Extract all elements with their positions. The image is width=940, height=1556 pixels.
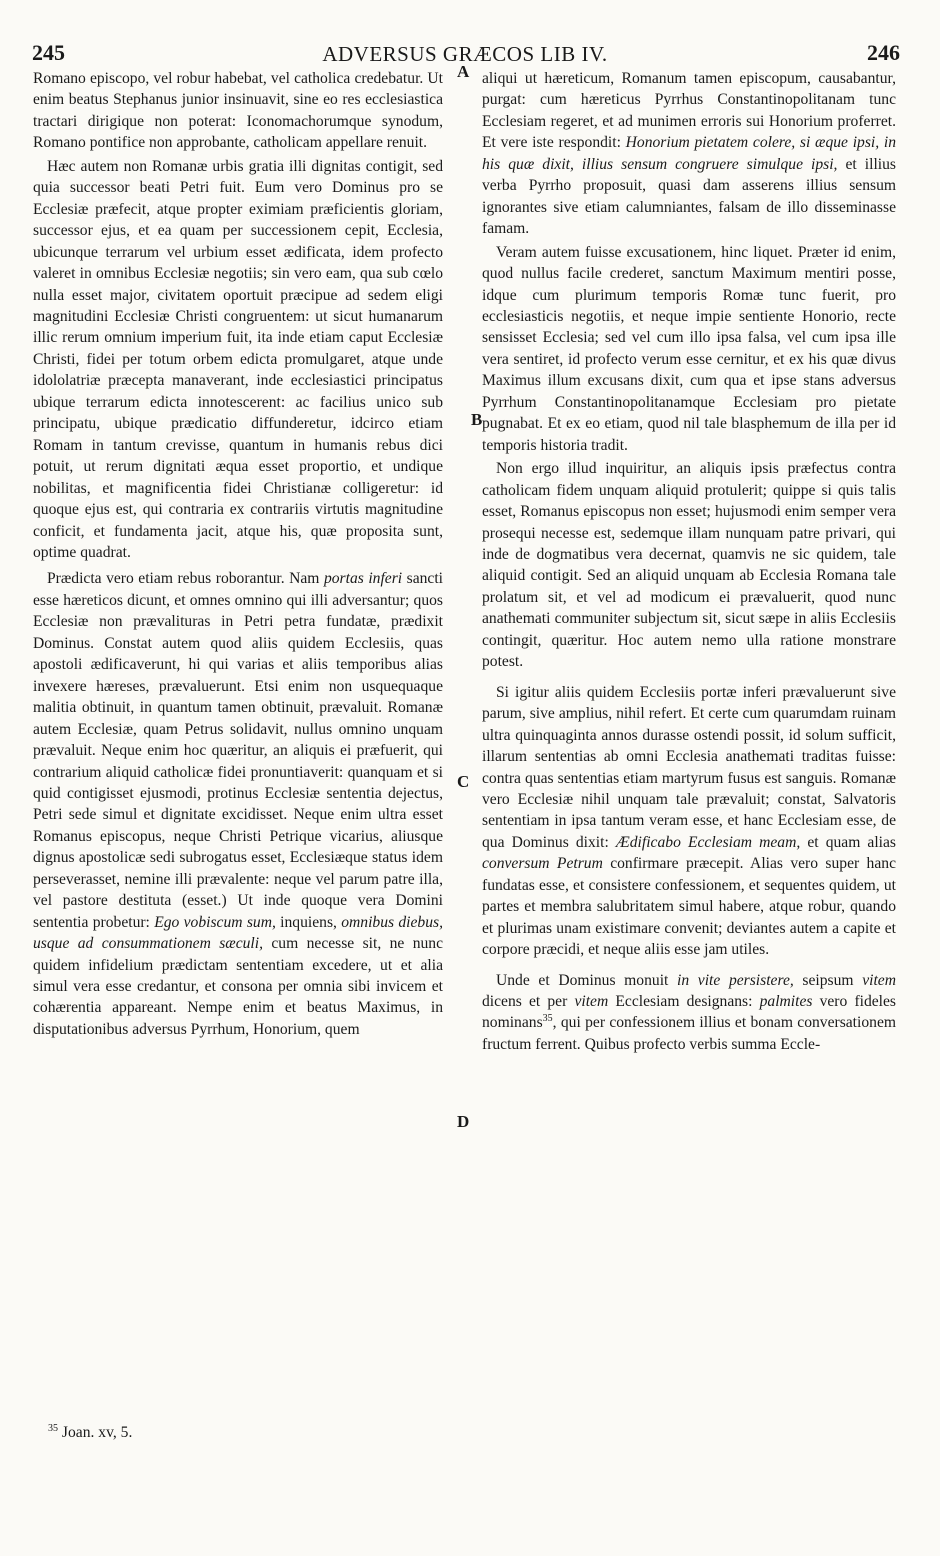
italic-text: Honorium pietatem colere, si æque ipsi, in his quæ dixit, illius sensum congruere simulque ipsi, [482,134,896,173]
italic-text: vitem [862,971,896,989]
text-run: Unde et Dominus monuit [496,971,678,989]
text-run: , qui per confessionem illius et bonam conversationem fructum ferrent. Quibus profecto verbis summa Eccle- [482,1014,896,1053]
footnote-text: Joan. xv, 5. [61,1424,133,1441]
text-run: Romano episcopo, vel robur habebat, vel catholica credebatur. Ut enim beatus Stephanus junior insinuavit, sine eo res ecclesiastica tractari dirigique non poterat: Iconomachorumque synodum, Romano pontifice non approbante, catholicam appellare renuit. [33,70,443,152]
text-run: et quam alias [800,833,896,851]
text-run: seipsum [793,971,863,989]
italic-text: palmites [759,993,813,1011]
text-run: cum necesse sit, ne nunc quidem infidelium prædictam sententiam excedere, ut et alia simul vera esse credantur, et consona per omnia sibi invicem et cohærentia appareant. Nempe enim et beatus Maximus, in disputationibus adversus Pyrrhum, Honorium, quem [33,935,444,1038]
paragraph [33,156,443,564]
text-run: et illius verba Pyrrho proposuit, quasi dam asserens illius sensum ignorantes sive etiam calumniantes, falsam de illo disseminasse famam. [482,155,897,238]
page-number-right: 246 [867,40,900,65]
paragraph [482,458,896,673]
paragraph [482,68,896,240]
footnote-mark: 35 [48,1422,58,1434]
italic-text: Ædificabo Ecclesiam meam, [615,833,801,851]
footnote [48,1424,132,1442]
page-number-left: 245 [32,40,65,65]
text-run: sancti esse hæreticos dicunt, et omnes omnino qui illi adversantur; quos Ecclesiæ non prævalituras in Petri petra fundatæ, prædixit Dominus. Constat autem quod aliis quidem Ecclesiis, quas apostoli ædificaverunt, hi qui varias et aliis temporibus alias invexere hæreses, prævaluerunt. Etsi enim non usquequaque malitia obtinuit, in quantum tamen obtinuit, prævaluit. Romanæ autem Ecclesiæ, quam Petrus solidavit, nullus omnino unquam prævaluit. Neque enim hoc quæritur, an aliquis ei præfuerit, qui contrarium aliquid catholicæ fidei pronuntiaverit: quanquam et si quid contigisset ejusmodi, protinus Ecclesiæ sententia dejectus, Petri sede simul et dignitate excidisset. Neque enim ultra esset Romanus episcopus, neque Christi Petrique vicarius, aliusque dignus apostolicæ sedi subrogatus esset, Ecclesiæque status idem perseverasset, nemine illi prævalente: neque vel parum patre illa, vel pastore destituta (esset.) Ut inde quoque vera Domini sententia probetur: [33,570,444,931]
italic-text: Ego vobiscum sum, [154,913,276,931]
text-run: inquiens, [275,913,342,931]
text-run: Non ergo illud inquiritur, an aliquis ipsis præfectus contra catholicam fidem unquam aliquid protulerit; quippe si quis talis esset, Romanus episcopus non esset; hujusmodi enim semper vera prosequi necesse est, sedemque illam nunquam patre privari, qui inde de dogmatibus vera decernat, quamvis ne sic quidem, tale aliquid contigit. Sed an aliquid unquam ab Ecclesia Romana tale prolatum sit, et vel ad modicum ei prævaluerit, quod nunc anathemati communiter subjectum sit, sicut sæpe in aliis Ecclesiis contingit, quæritur. Hoc autem nemo ulla ratione monstrare potest. [482,460,896,671]
paragraph [33,68,443,154]
left-column [33,68,443,1040]
running-title: ADVERSUS GRÆCOS LIB IV. [322,42,608,66]
text-run: Si igitur aliis quidem Ecclesiis portæ inferi prævaluerunt sive parum, sive amplius, nihil refert. Et certe cum quarumdam ruinam ultra quinquaginta annos durasse ostendi possit, id solum sufficit, illarum sententias ab omni Ecclesia anathemati traditas fuisse: contra quas sententias etiam martyrum fusus est sanguis. Romanæ vero Ecclesiæ nihil unquam tale prævaluit; constat, Salvatoris sententiam in ipsa tantum veram esse, et hanc Ecclesiam esse, de qua Dominus dixit: [482,683,896,851]
margin-marker-d: D [457,1112,470,1131]
italic-text: conversum Petrum [482,855,603,873]
paragraph [482,682,896,961]
text-run: Prædicta vero etiam rebus roborantur. Nam [47,570,324,588]
paragraph [482,242,896,457]
text-run: aliqui ut hæreticum, Romanum tamen episcopum, causabantur, purgat: cum hæreticus Pyrrhus Constantinopolitanam tunc Ecclesiam regeret, et ad munimen erroris sui Honorium proferret. Et vere iste respondit: [482,70,896,152]
paragraph [33,568,443,1040]
paragraph [482,970,896,1056]
right-column [482,68,896,1055]
text-run: vero fideles nominans [482,993,897,1032]
text-run: Veram autem fuisse excusationem, hinc liquet. Præter id enim, quod nullus facile crederet, sanctum Maximum mentiri posse, idque cum plurimum temporis Romæ tunc fuerit, pro ecclesiasticis negotiis, et neque impie sentiente Honorio, recte sensisset Ecclesia; sed vel cum illo ipsa falsa, vel cum ipsa ille vera sentiret, id profecto verum esse cernitur, et ex his quæ divus Maximus illum excusans dixit, cum qua et ipse stans adversus Pyrrhum Constantinopolitanamque Ecclesiam pro pietate pugnabat. Et ex eo etiam, quod nil tale blasphemum de illa per id temporis historia tradit. [482,243,896,454]
italic-text: omnibus diebus, usque ad consummationem sæculi, [33,913,443,953]
text-run: Hæc autem non Romanæ urbis gratia illi dignitas contigit, sed quia successor beati Petri fuit. Eum vero Dominus pro se Ecclesiæ præfecit, atque propter eximiam præficientis gloriam, successor ejus, et ea quam per successionem cepit, Ecclesia, ubicunque terrarum vel urbium esset ædificata, idem profecto valeret in omnibus Ecclesiæ negotiis; sin vero eam, qua sub cœlo nulla esset major, civitatem oportuit præcipue ad sedem eligi magnitudini Ecclesiæ Christi congruentem: ut sicut humanarum illic rerum omnium imperium fuit, ita inde etiam caput Ecclesiæ Christi, fidei per totum orbem edicta promulgaret, atque unde idololatriæ præcepta manaverant, inde ecclesiastici principatus ubique terrarum edicta innotescerent: ac facilius unico sub principatu, ubique prædicatio diffunderetur, idcirco etiam Romam in tantum crevisse, quantum in humanis rebus dici potuit, ut rerum dignitati æqua esset proportio, et undique nobilitas, et magnificentia fidei Christianæ colligeretur: id quoque ejus est, qui contraria ex contrariis virtutis magnitudine conficit, et fundamenta jacit, atque his, quæ proposita sunt, optime quadrat. [33,157,443,561]
italic-text: portas inferi [323,570,403,588]
margin-marker-c: C [457,772,470,791]
italic-text: vitem [574,993,609,1011]
text-run: dicens et per [482,993,575,1011]
footnote-reference: 35 [542,1013,553,1025]
margin-marker-b: B [471,410,483,429]
text-run: confirmare præcepit. Alias vero super hanc fundatas esse, et consistere confessionem, et sequentes quidem, ut partes et membra salubritatem simul habere, atque robur, quando et plurimas unam existimare convenit; deviantes autem a capite et corpore præcidi, et neque aliis esse jam utiles. [482,855,896,959]
italic-text: in vite persistere, [677,971,794,989]
text-run: Ecclesiam designans: [608,993,760,1011]
margin-marker-a: A [457,62,470,81]
